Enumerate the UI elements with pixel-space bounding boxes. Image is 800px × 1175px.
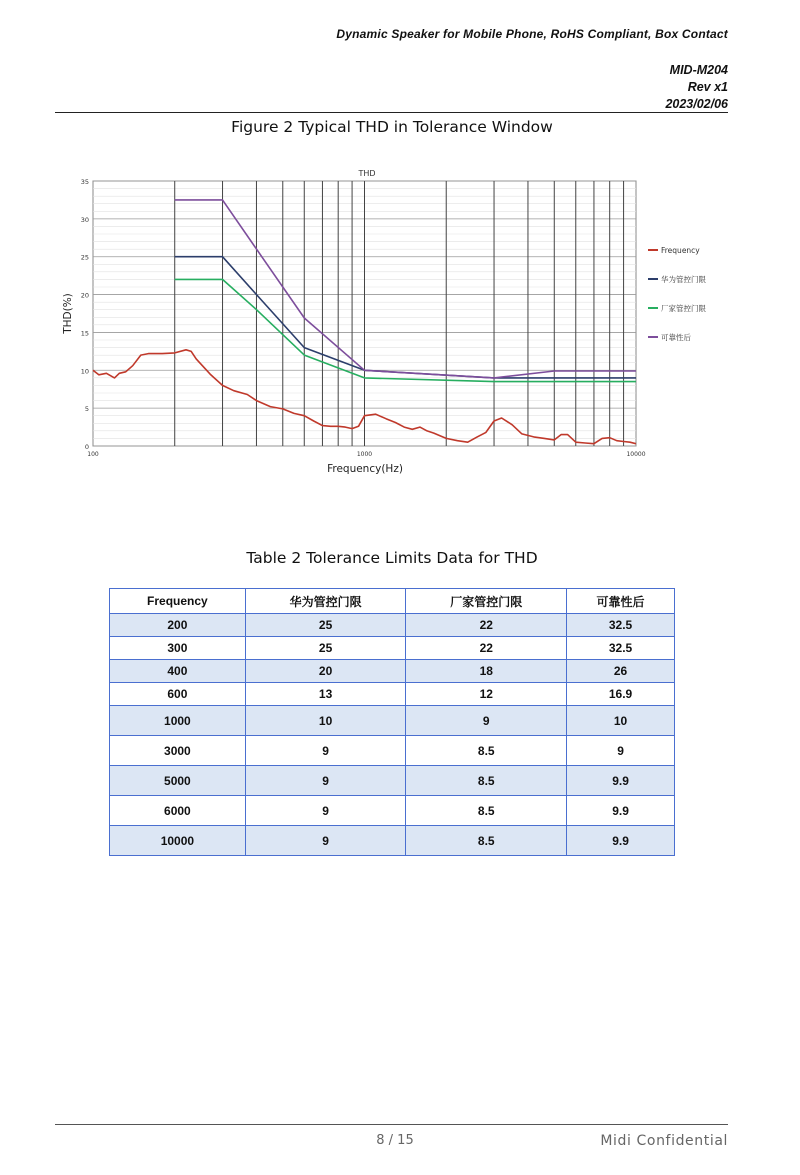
y-tick-label: 35 [80,178,89,186]
table-cell: 5000 [110,766,246,796]
table-cell: 26 [567,660,675,683]
table-cell: 9.9 [567,796,675,826]
y-tick-label: 20 [80,291,89,300]
table-cell: 10 [245,706,406,736]
column-header: Frequency [110,589,246,614]
table-cell: 25 [245,614,406,637]
table-row [110,683,675,706]
column-header: 华为管控门限 [245,589,406,614]
table-cell: 22 [406,614,567,637]
table-cell: 9.9 [567,826,675,856]
table-row [110,796,675,826]
footer-rule [55,1124,728,1125]
table-cell: 9 [245,736,406,766]
table-cell: 10 [567,706,675,736]
table-row [110,766,675,796]
table-cell: 12 [406,683,567,706]
column-header: 可靠性后 [567,589,675,614]
table-cell: 9 [245,766,406,796]
legend-label: Frequency [661,246,700,255]
header-rule [55,112,728,113]
table-caption: Table 2 Tolerance Limits Data for THD [246,549,538,567]
y-tick-label: 5 [84,405,89,414]
x-tick-label: 100 [87,451,99,458]
table-cell: 8.5 [406,766,567,796]
table-cell: 20 [245,660,406,683]
document-id: MID-M204 [669,63,728,77]
table-row [110,660,675,683]
chart-title: THD [358,169,376,178]
table-cell: 32.5 [567,637,675,660]
legend-label: 厂家管控门限 [661,304,706,313]
table-cell: 8.5 [406,736,567,766]
y-tick-label: 0 [84,443,89,451]
page-number: 8 / 15 [376,1133,414,1148]
table-cell: 9 [245,796,406,826]
table-cell: 18 [406,660,567,683]
table-cell: 22 [406,637,567,660]
table-cell: 1000 [110,706,246,736]
revision: Rev x1 [687,80,728,94]
table-cell: 6000 [110,796,246,826]
thd-limits-table [109,588,675,856]
column-header: 厂家管控门限 [406,589,567,614]
table-row [110,614,675,637]
x-axis-label: Frequency(Hz) [327,463,403,475]
table-cell: 600 [110,683,246,706]
confidential-label: Midi Confidential [600,1133,728,1149]
x-tick-label: 10000 [626,451,646,458]
table-cell: 400 [110,660,246,683]
table-cell: 200 [110,614,246,637]
y-tick-label: 25 [80,253,89,262]
table-cell: 13 [245,683,406,706]
table-cell: 9.9 [567,766,675,796]
thd-chart [55,162,735,482]
table-cell: 32.5 [567,614,675,637]
table-cell: 8.5 [406,826,567,856]
table-cell: 8.5 [406,796,567,826]
table-row [110,736,675,766]
table-cell: 9 [245,826,406,856]
table-row [110,826,675,856]
table-row [110,706,675,736]
document-date: 2023/02/06 [665,97,728,111]
y-tick-label: 10 [80,367,89,376]
table-row [110,637,675,660]
x-tick-label: 1000 [356,451,373,458]
table-cell: 300 [110,637,246,660]
y-axis-label: THD(%) [62,293,74,334]
header-title: Dynamic Speaker for Mobile Phone, RoHS Compliant, Box Contact [336,27,728,41]
table-cell: 9 [567,736,675,766]
y-tick-label: 15 [80,329,89,338]
table-cell: 3000 [110,736,246,766]
table-header-row [110,589,675,614]
y-tick-label: 30 [80,215,89,224]
legend-label: 华为管控门限 [661,275,706,284]
table-cell: 25 [245,637,406,660]
table-cell: 9 [406,706,567,736]
table-cell: 16.9 [567,683,675,706]
figure-caption: Figure 2 Typical THD in Tolerance Window [231,118,553,136]
table-cell: 10000 [110,826,246,856]
legend-label: 可靠性后 [661,333,691,342]
